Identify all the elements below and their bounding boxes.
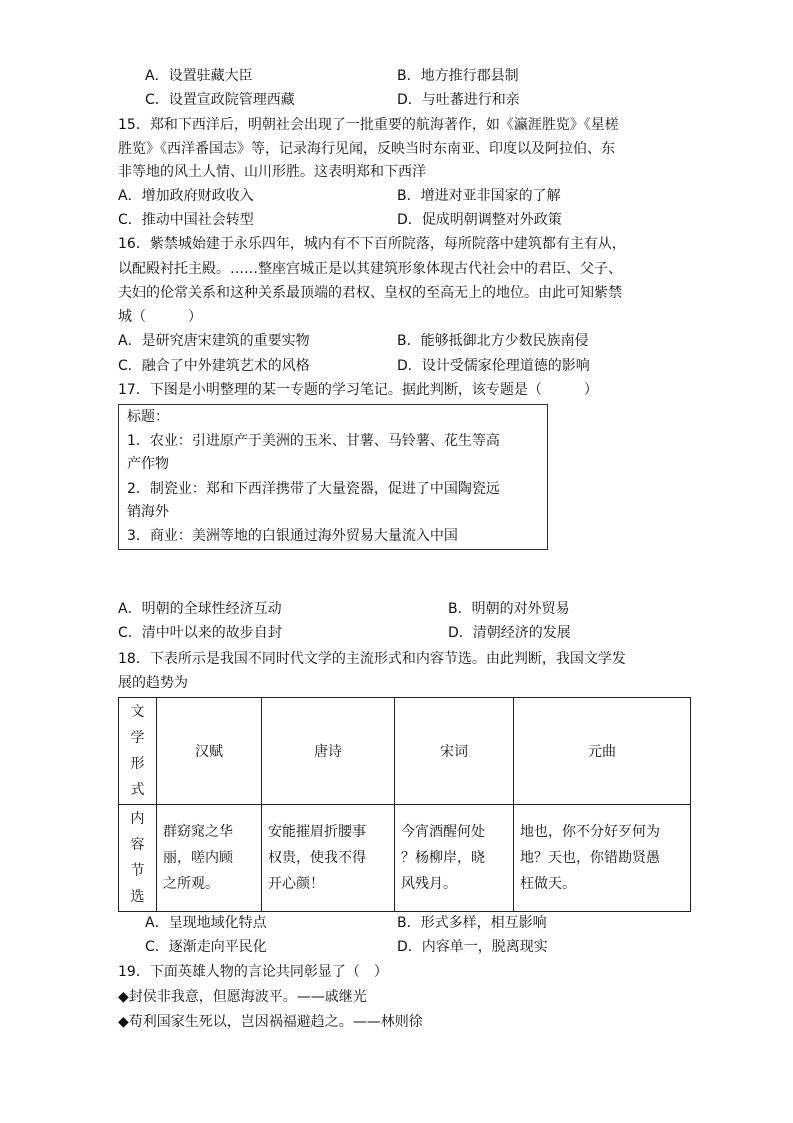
q16-stem-line: 16．紫禁城始建于永乐四年，城内有不下百所院落，每所院落中建筑都有主有从， [118, 236, 626, 252]
q15-option-d: D．促成明朝调整对外政策 [397, 212, 562, 228]
q15-option-b: B．增进对亚非国家的了解 [397, 188, 561, 204]
q16-option-b: B．能够抵御北方少数民族南侵 [397, 333, 589, 349]
q18-option-a: A．呈现地域化特点 [145, 915, 267, 931]
content-cell: 安能摧眉折腰事 权贵，使我不得 开心颜！ [262, 805, 395, 912]
q14-option-a: A．设置驻藏大臣 [145, 68, 253, 84]
q18-stem-line: 18．下表所示是我国不同时代文学的主流形式和内容节选。由此判断，我国文学发 [118, 651, 626, 667]
notes-box-line: 销海外 [127, 504, 169, 520]
q15-stem-line: 胜览》《西洋番国志》等，记录海行见闻，反映当时东南亚、印度以及阿拉伯、东 [118, 141, 615, 157]
notes-box-line: 3．商业：美洲等地的白银通过海外贸易大量流入中国 [127, 528, 458, 544]
notes-box-line: 产作物 [127, 456, 169, 472]
q14-option-d: D．与吐蕃进行和亲 [397, 92, 520, 108]
q18-stem-line: 展的趋势为 [118, 675, 188, 691]
q19-quote: ◆封侯非我意，但愿海波平。——戚继光 [118, 989, 367, 1005]
content-cell: 群窈窕之华 丽，嗟内顾 之所观。 [157, 805, 262, 912]
q15-option-c: C．推动中国社会转型 [118, 212, 254, 228]
notes-box-line: 1．农业：引进原产于美洲的玉米、甘薯、马铃薯、花生等高 [127, 433, 500, 449]
form-cell: 宋词 [395, 698, 514, 805]
q16-stem-line: 城（ ） [118, 309, 202, 325]
q14-option-c: C．设置宣政院管理西藏 [145, 92, 295, 108]
form-cell: 元曲 [514, 698, 691, 805]
content-cell: 今宵酒醒何处 ？杨柳岸，晓 风残月。 [395, 805, 514, 912]
notes-box-line: 标题： [127, 409, 169, 425]
q16-stem-line: 以配殿衬托主殿。……整座宫城正是以其建筑形象体现古代社会中的君臣、父子、 [118, 261, 622, 277]
q15-stem-line: 非等地的风土人情、山川形胜。这表明郑和下西洋 [118, 164, 426, 180]
row-label-content: 内 容 节 选 [119, 805, 157, 912]
q19-stem: 19．下面英雄人物的言论共同彰显了（ ） [118, 964, 388, 980]
q18-option-b: B．形式多样，相互影响 [397, 915, 547, 931]
q17-option-b: B．明朝的对外贸易 [448, 601, 570, 617]
q19-quote: ◆苟利国家生死以，岂因祸福避趋之。——林则徐 [118, 1014, 423, 1030]
literature-table [118, 697, 691, 912]
q17-option-a: A．明朝的全球性经济互动 [118, 601, 282, 617]
q18-option-c: C．逐渐走向平民化 [145, 939, 267, 955]
form-cell: 汉赋 [157, 698, 262, 805]
q16-option-c: C．融合了中外建筑艺术的风格 [118, 358, 310, 374]
q16-option-a: A．是研究唐宋建筑的重要实物 [118, 333, 310, 349]
row-label-form: 文 学 形 式 [119, 698, 157, 805]
q16-stem-line: 夫妇的伦常关系和这种关系最顶端的君权、皇权的至高无上的地位。由此可知紫禁 [118, 285, 622, 301]
q17-notes-box [118, 404, 548, 550]
q15-option-a: A．增加政府财政收入 [118, 188, 254, 204]
q18-option-d: D．内容单一，脱离现实 [397, 939, 548, 955]
q17-stem: 17．下图是小明整理的某一专题的学习笔记。据此判断，该专题是（ ） [118, 382, 598, 398]
notes-box-line: 2．制瓷业：郑和下西洋携带了大量瓷器，促进了中国陶瓷远 [127, 481, 500, 497]
q17-option-d: D．清朝经济的发展 [448, 625, 571, 641]
content-cell: 地也，你不分好歹何为 地？天也，你错勘贤愚 枉做天。 [514, 805, 691, 912]
q14-option-b: B．地方推行郡县制 [397, 68, 519, 84]
q17-option-c: C．清中叶以来的故步自封 [118, 625, 282, 641]
form-cell: 唐诗 [262, 698, 395, 805]
q15-stem-line: 15．郑和下西洋后，明朝社会出现了一批重要的航海著作，如《瀛涯胜览》《星槎 [118, 117, 619, 133]
table-row [119, 805, 691, 912]
q16-option-d: D．设计受儒家伦理道德的影响 [397, 358, 590, 374]
table-row [119, 698, 691, 805]
